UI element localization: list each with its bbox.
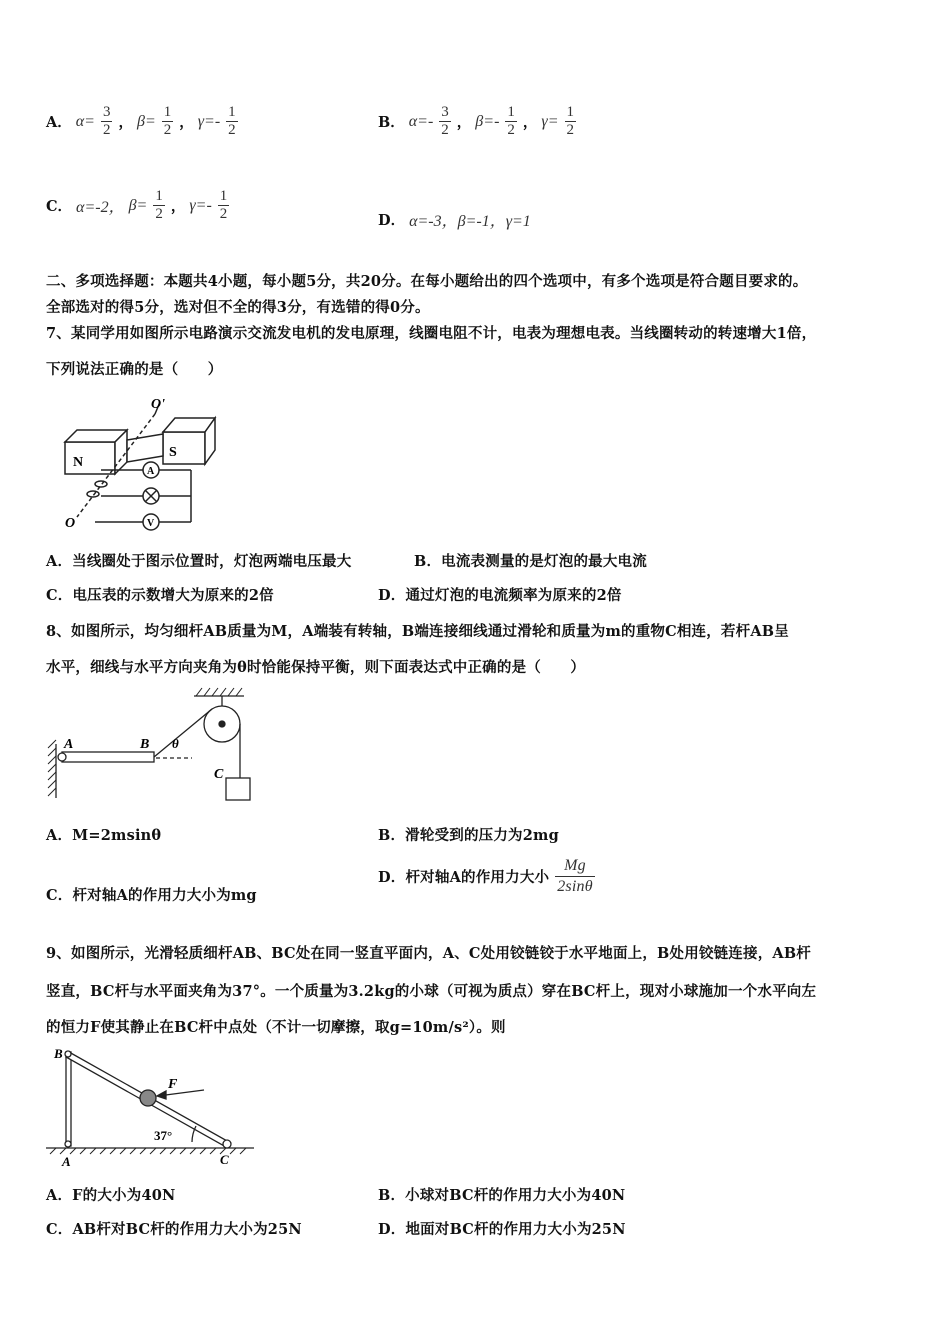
separator: ， <box>118 114 133 131</box>
point-c-label: C <box>220 1152 229 1167</box>
section2-line1: 二、多项选择题：本题共4小题，每小题5分，共20分。在每小题给出的四个选项中，有多个选项是符合题目要求的。 <box>46 273 808 290</box>
option-text: α=-3，β=-1，γ=1 <box>409 213 531 230</box>
angle-label: 37° <box>154 1128 173 1143</box>
beta-expr: β=- <box>475 112 500 130</box>
option-label: B． <box>378 114 405 131</box>
q9-stem-line3: 的恒力F使其静止在BC杆中点处（不计一切摩擦，取g=10m/s²）。则 <box>46 1019 506 1036</box>
alpha-expr: α=-2， <box>76 199 125 216</box>
q9-option-b[interactable]: B．小球对BC杆的作用力大小为40N <box>378 1187 626 1204</box>
fraction: $\frac{3}{2}$ <box>102 104 111 138</box>
q9-option-a[interactable]: A．F的大小为40N <box>46 1187 176 1204</box>
q8-option-b[interactable]: B．滑轮受到的压力为2mg <box>378 827 559 844</box>
section2-line2: 全部选对的得5分，选对但不全的得3分，有选错的得0分。 <box>46 299 430 316</box>
separator: ， <box>456 114 472 131</box>
fraction: $\frac{1}{2}$ <box>507 104 515 138</box>
force-f-label: F <box>168 1077 178 1092</box>
q9-option-c[interactable]: C．AB杆对BC杆的作用力大小为25N <box>46 1221 302 1238</box>
separator: ， <box>522 114 538 131</box>
axis-top-label: O' <box>151 397 165 412</box>
q6-option-b[interactable] <box>378 104 578 139</box>
fraction: $\frac{1}{2}$ <box>566 104 574 138</box>
magnet-n-label: N <box>73 455 84 470</box>
q7-option-a[interactable]: A．当线圈处于图示位置时，灯泡两端电压最大 <box>46 553 352 570</box>
weight-c-label: C <box>214 767 224 782</box>
point-a-label: A <box>62 1154 71 1168</box>
q8-stem-line2: 水平，细线与水平方向夹角为θ时恰能保持平衡，则下面表达式中正确的是（ ） <box>46 659 586 676</box>
q9-stem-line1: 9、如图所示，光滑轻质细杆AB、BC处在同一竖直平面内，A、C处用铰链铰于水平地面上，B处用铰链连接，AB杆 <box>46 945 812 962</box>
ammeter-label: A <box>147 466 155 477</box>
separator: ， <box>170 198 186 215</box>
q7-option-b[interactable]: B．电流表测量的是灯泡的最大电流 <box>414 553 647 570</box>
fraction: $\frac{1}{2}$ <box>155 188 163 222</box>
point-b-label: B <box>54 1046 63 1061</box>
angle-theta-label: θ <box>172 736 179 751</box>
alpha-expr: α= <box>75 112 95 130</box>
option-d-text: D．杆对轴A的作用力大小 <box>378 869 550 886</box>
gamma-expr: γ=- <box>189 196 212 214</box>
q8-option-d[interactable] <box>378 856 597 897</box>
q8-stem-line1: 8、如图所示，均匀细杆AB质量为M，A端装有转轴，B端连接细线通过滑轮和质量为m的重物C相连，若杆AB呈 <box>46 623 789 640</box>
q8-option-a[interactable]: A．M=2msinθ <box>46 827 162 844</box>
fraction: $\frac{1}{2}$ <box>163 104 172 138</box>
q7-option-d[interactable]: D．通过灯泡的电流频率为原来的2倍 <box>378 587 622 604</box>
axis-bottom-label: O <box>65 516 76 531</box>
q9-option-d[interactable]: D．地面对BC杆的作用力大小为25N <box>378 1221 626 1238</box>
beta-expr: β= <box>128 196 148 214</box>
alpha-expr: α=- <box>408 112 434 130</box>
option-label: D． <box>378 212 406 229</box>
q7-stem-line1: 7、某同学用如图所示电路演示交流发电机的发电原理，线圈电阻不计，电表为理想电表。当线圈转动的转速增大1倍， <box>46 325 817 342</box>
fraction: $\frac{1}{2}$ <box>228 104 236 138</box>
q6-option-d[interactable] <box>378 208 531 231</box>
option-label: A． <box>46 114 72 131</box>
magnet-s-label: S <box>169 445 177 460</box>
option-label: C． <box>46 198 73 215</box>
separator: ， <box>179 114 194 131</box>
q7-generator-figure <box>55 392 225 532</box>
q6-option-c[interactable] <box>46 188 231 223</box>
gamma-expr: γ= <box>541 112 559 130</box>
fraction: $\frac{Mg}{2\sin\theta}$ <box>557 857 593 895</box>
beta-expr: β= <box>136 112 156 130</box>
fraction: $\frac{1}{2}$ <box>219 188 228 222</box>
q9-rods-figure <box>44 1044 264 1168</box>
fraction: $\frac{3}{2}$ <box>441 104 449 138</box>
voltmeter-label: V <box>147 518 155 529</box>
q8-option-c[interactable]: C．杆对轴A的作用力大小为mg <box>46 887 257 904</box>
q6-option-a[interactable] <box>46 104 240 139</box>
q8-lever-pulley-figure <box>44 686 259 802</box>
point-b-label: B <box>140 737 150 752</box>
gamma-expr: γ=- <box>197 112 221 130</box>
point-a-label: A <box>64 737 74 752</box>
q7-stem-line2: 下列说法正确的是（ ） <box>46 361 223 378</box>
q7-option-c[interactable]: C．电压表的示数增大为原来的2倍 <box>46 587 274 604</box>
q9-stem-line2: 竖直，BC杆与水平面夹角为37°。一个质量为3.2kg的小球（可视为质点）穿在BC杆上，现对小球施加一个水平向左 <box>46 983 817 1000</box>
